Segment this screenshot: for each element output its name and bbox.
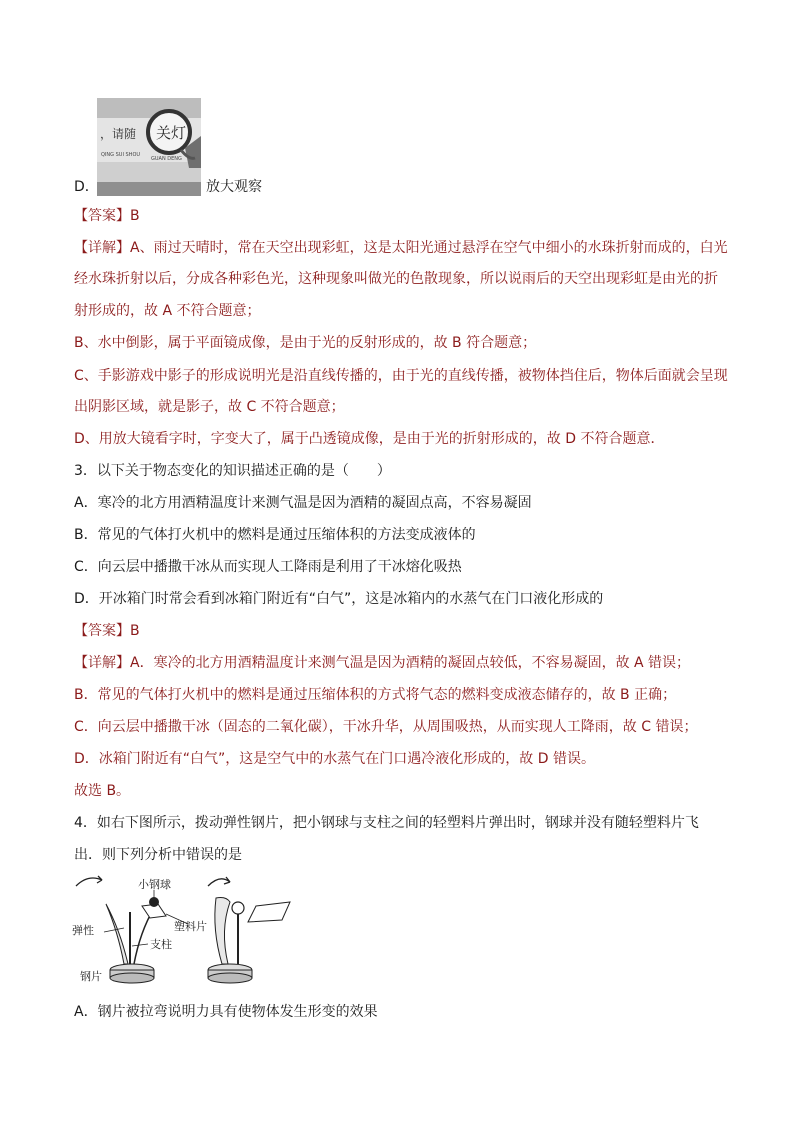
q2-detail-line: C、手影游戏中影子的形成说明光是沿直线传播的，由于光的直线传播，被物体挡住后，物体后面就会呈现 bbox=[74, 368, 728, 384]
q4-stem-line: 4．如右下图所示，拨动弹性钢片，把小钢球与支柱之间的轻塑料片弹出时，钢球并没有随轻塑料片飞 bbox=[74, 815, 699, 831]
sign-pinyin-a: QING SUI SHOU bbox=[101, 152, 141, 158]
q3-detail-line: D．冰箱门附近有“白气”，这是空气中的水蒸气在门口遇冷液化形成的，故 D 错误。 bbox=[74, 751, 595, 767]
label-elastic: 弹性 bbox=[72, 924, 94, 937]
q3-option-a: A．寒冷的北方用酒精温度计来测气温是因为酒精的凝固点高，不容易凝固 bbox=[74, 495, 532, 511]
q4-option-a: A．钢片被拉弯说明力具有使物体发生形变的效果 bbox=[74, 1004, 378, 1020]
q2-detail-line bbox=[74, 238, 728, 258]
label-plastic: 塑料片 bbox=[174, 920, 207, 933]
label-steel: 钢片 bbox=[80, 970, 102, 983]
sign-text-b: 关灯 bbox=[156, 124, 187, 142]
label-post: 支柱 bbox=[150, 938, 172, 951]
q3-option-d: D．开冰箱门时常会看到冰箱门附近有“白气”，这是冰箱内的水蒸气在门口液化形成的 bbox=[74, 591, 604, 607]
answer-tag: 【答案】 bbox=[74, 623, 130, 639]
q2-detail-line: 经水珠折射以后，分成各种彩色光，这种现象叫做光的色散现象，所以说雨后的天空出现彩虹是由光的折 bbox=[74, 271, 718, 287]
q2-detail-line: 出阴影区域，就是影子，故 C 不符合题意； bbox=[74, 399, 345, 415]
q3-answer bbox=[74, 621, 140, 641]
q3-detail-line: 故选 B。 bbox=[74, 783, 131, 799]
q2-detail-line: B、水中倒影，属于平面镜成像，是由于光的反射形成的，故 B 符合题意； bbox=[74, 335, 537, 351]
q3-option-c: C．向云层中播撒干冰从而实现人工降雨是利用了干冰熔化吸热 bbox=[74, 559, 462, 575]
detail-text: A、雨过天晴时，常在天空出现彩虹，这是太阳光通过悬浮在空气中细小的水珠折射而成的，白光 bbox=[130, 240, 728, 256]
q3-detail-line: C．向云层中播撒干冰（固态的二氧化碳），干冰升华，从周围吸热，从而实现人工降雨，故 C 错误； bbox=[74, 719, 698, 735]
detail-tag: 【详解】 bbox=[74, 240, 130, 256]
option-d-label: D． bbox=[74, 179, 99, 195]
sign-pinyin-b: GUAN DENG bbox=[151, 156, 182, 162]
option-d-caption: 放大观察 bbox=[206, 179, 262, 195]
q3-option-b: B．常见的气体打火机中的燃料是通过压缩体积的方法变成液体的 bbox=[74, 527, 476, 543]
answer-value: B bbox=[130, 623, 140, 639]
q3-stem: 3．以下关于物态变化的知识描述正确的是（ ） bbox=[74, 463, 391, 479]
answer-tag: 【答案】 bbox=[74, 208, 130, 224]
steel-ball-diagram bbox=[70, 872, 310, 990]
q3-detail-line bbox=[74, 653, 690, 673]
q4-stem-line: 出．则下列分析中错误的是 bbox=[74, 847, 242, 863]
answer-value: B bbox=[130, 208, 140, 224]
detail-tag: 【详解】 bbox=[74, 655, 130, 671]
q2-answer bbox=[74, 206, 140, 226]
q3-detail-line: B．常见的气体打火机中的燃料是通过压缩体积的方式将气态的燃料变成液态储存的，故 B 正确； bbox=[74, 687, 677, 703]
q2-detail-line: D、用放大镜看字时，字变大了，属于凸透镜成像，是由于光的折射形成的，故 D 不符合题意． bbox=[74, 431, 665, 447]
label-ball: 小钢球 bbox=[138, 878, 171, 891]
magnifier-photo bbox=[97, 98, 201, 196]
sign-text-a: ，请随 bbox=[100, 127, 137, 141]
detail-text: A．寒冷的北方用酒精温度计来测气温是因为酒精的凝固点较低，不容易凝固，故 A 错误； bbox=[130, 655, 691, 671]
q2-detail-line: 射形成的，故 A 不符合题意； bbox=[74, 303, 261, 319]
